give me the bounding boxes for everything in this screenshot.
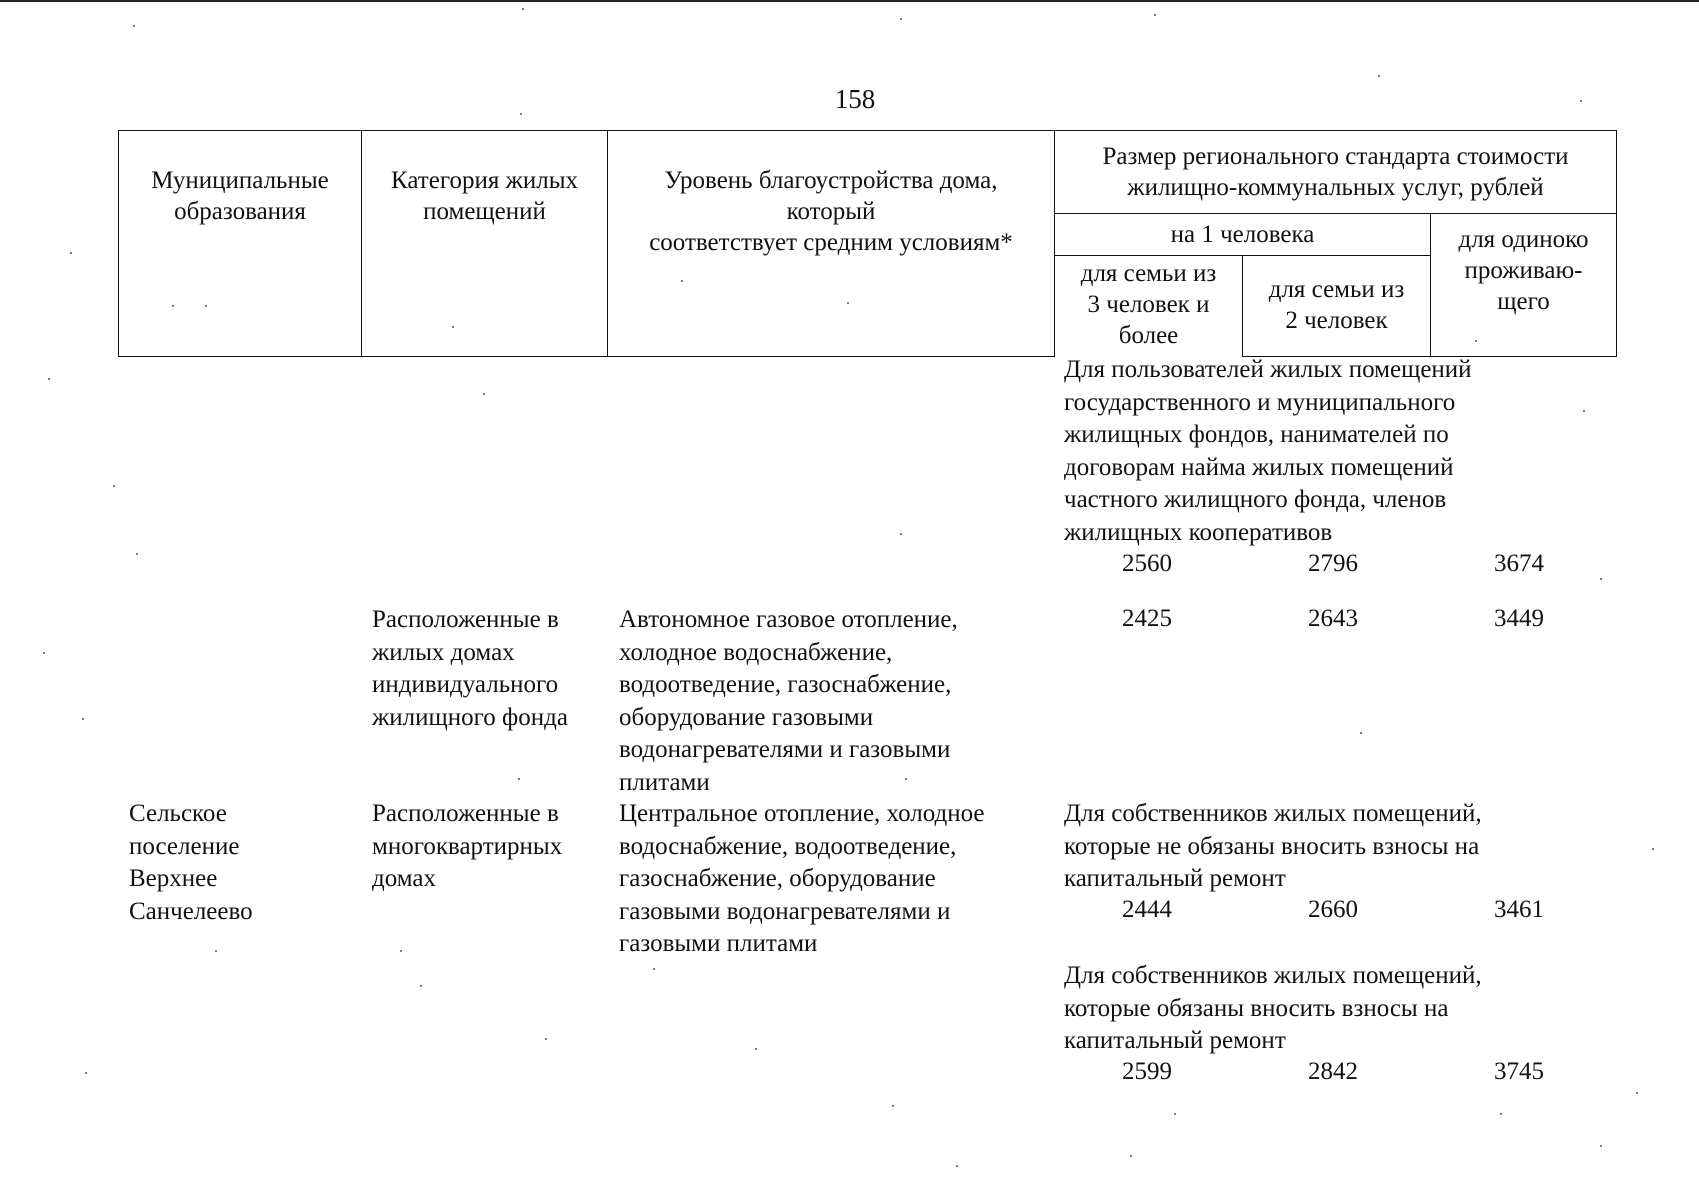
- header-family2: [1243, 256, 1431, 357]
- cell-line: жилищного фонда: [372, 703, 568, 731]
- header-text: образования: [174, 198, 306, 225]
- cell-line: Центральное отопление, холодное: [619, 800, 985, 827]
- value-family3: 2560: [1122, 550, 1172, 577]
- individual-level: [619, 604, 958, 799]
- cell-line: Расположенные в: [372, 606, 559, 633]
- header-text: Муниципальные: [151, 167, 329, 194]
- value-family2: 2796: [1308, 550, 1358, 577]
- cell-line: домах: [372, 865, 436, 892]
- value-single: 3449: [1494, 605, 1544, 632]
- header-level: [608, 131, 1055, 357]
- note-line: договорам найма жилых помещений: [1064, 453, 1454, 481]
- page-top-border: [0, 0, 1699, 2]
- value-family3: 2425: [1122, 605, 1172, 632]
- note-line: жилищных кооперативов: [1064, 518, 1333, 546]
- value-single: 3745: [1494, 1058, 1544, 1085]
- header-municipal: [119, 131, 362, 357]
- header-text: Размер регионального стандарта стоимости: [1102, 143, 1569, 170]
- value-family2: 2643: [1308, 605, 1358, 632]
- header-per-person: на 1 человека: [1055, 214, 1431, 256]
- header-text: 3 человек и: [1087, 291, 1210, 318]
- header-text: Категория жилых: [391, 167, 578, 194]
- page-number: 158: [834, 84, 876, 114]
- cell-line: водоснабжение, водоотведение,: [619, 832, 957, 860]
- cell-line: многоквартирных: [372, 832, 563, 860]
- cell-line: газовыми плитами: [619, 930, 818, 957]
- note-line: которые обязаны вносить взносы на: [1064, 994, 1449, 1022]
- header-standard: [1055, 131, 1617, 214]
- village-category: [372, 798, 562, 896]
- cell-line: водонагревателями и газовыми: [619, 736, 951, 763]
- note-line: жилищных фондов, нанимателей по: [1064, 421, 1449, 448]
- header-text: Уровень благоустройства дома,: [664, 167, 998, 194]
- village-municipal: [129, 798, 253, 928]
- note-line: капитальный ремонт: [1064, 865, 1286, 892]
- owners-no-fee-note: [1064, 798, 1482, 896]
- cell-line: газоснабжение, оборудование: [619, 865, 936, 892]
- cell-line: Сельское: [129, 800, 227, 827]
- note-line: государственного и муниципального: [1064, 388, 1456, 416]
- cell-line: водоотведение, газоснабжение,: [619, 671, 952, 698]
- owners-fee-note: [1064, 960, 1482, 1058]
- cell-line: Расположенные в: [372, 800, 559, 827]
- note-line: Для пользователей жилых помещений: [1064, 356, 1472, 383]
- cell-line: индивидуального: [372, 671, 559, 698]
- header-family3: [1055, 256, 1243, 357]
- value-family3: 2444: [1122, 896, 1172, 923]
- value-family3: 2599: [1122, 1058, 1172, 1085]
- cell-line: оборудование газовыми: [619, 703, 874, 731]
- note-line: Для собственников жилых помещений,: [1064, 962, 1482, 989]
- value-family2: 2660: [1308, 896, 1358, 923]
- cell-line: холодное водоснабжение,: [619, 638, 893, 666]
- value-single: 3674: [1494, 550, 1544, 577]
- value-family2: 2842: [1308, 1058, 1358, 1085]
- note-line: которые не обязаны вносить взносы на: [1064, 832, 1480, 860]
- header-category: [362, 131, 608, 357]
- cell-line: Санчелеево: [129, 897, 253, 925]
- header-text: проживаю-: [1464, 257, 1583, 284]
- cell-line: поселение: [129, 832, 240, 860]
- header-text: жилищно-коммунальных услуг, рублей: [1127, 174, 1544, 201]
- header-single: [1431, 214, 1617, 357]
- header-text: более: [1118, 322, 1179, 349]
- note-line: Для собственников жилых помещений,: [1064, 800, 1482, 827]
- cell-line: жилых домах: [372, 638, 515, 666]
- header-text: соответствует средним условиям*: [649, 229, 1013, 256]
- cell-line: Верхнее: [129, 865, 218, 892]
- note-line: капитальный ремонт: [1064, 1027, 1286, 1054]
- header-text: помещений: [423, 198, 546, 225]
- table-header: [118, 130, 1617, 357]
- header-text: щего: [1497, 288, 1550, 315]
- value-single: 3461: [1494, 896, 1544, 923]
- users-note: [1064, 354, 1472, 549]
- note-line: частного жилищного фонда, членов: [1064, 486, 1447, 513]
- individual-category: [372, 604, 568, 734]
- village-level: [619, 798, 985, 961]
- header-text: для одиноко: [1458, 226, 1589, 253]
- header-text: который: [786, 198, 876, 225]
- cell-line: плитами: [619, 768, 710, 796]
- header-text: 2 человек: [1285, 307, 1388, 334]
- header-text: для семьи из: [1268, 276, 1405, 303]
- cell-line: Автономное газовое отопление,: [619, 606, 958, 633]
- cell-line: газовыми водонагревателями и: [619, 897, 951, 925]
- header-text: для семьи из: [1080, 260, 1217, 287]
